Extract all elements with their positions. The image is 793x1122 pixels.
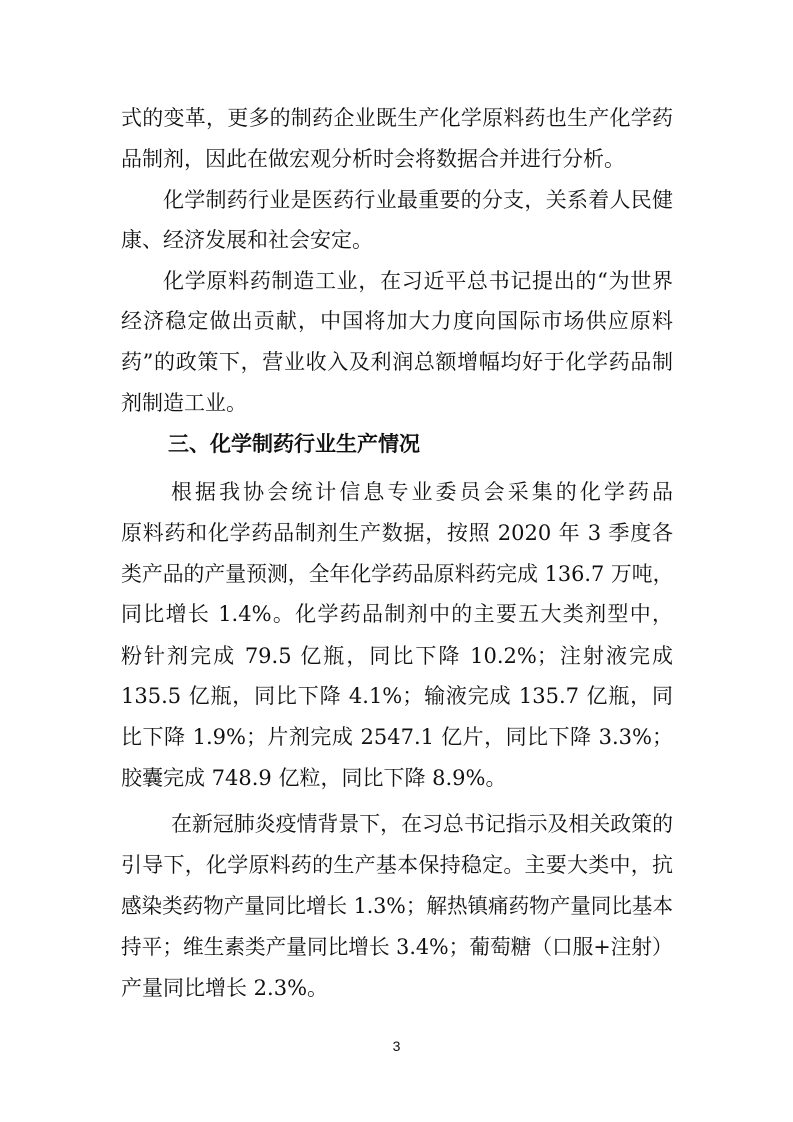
section-heading: 三、化学制药行业生产情况 (168, 432, 420, 456)
text-line-content: 剂制造工业。 (121, 391, 247, 415)
text-line-content: 感染类药物产量同比增长 1.3%；解热镇痛药物产量同比基本 (121, 894, 674, 918)
text-line-content: 原料药和化学药品制剂生产数据，按照 2020 年 3 季度各 (121, 521, 673, 545)
text-line-content: 化学制药行业是医药行业最重要的分支，关系着人民健 (163, 188, 673, 212)
text-line-content: 式的变革，更多的制药企业既生产化学原料药也生产化学药 (121, 106, 673, 130)
text-line-content: 持平；维生素类产量同比增长 3.4%；葡萄糖（口服+注射） (121, 935, 673, 959)
text-line-content: 类产品的产量预测，全年化学药品原料药完成 136.7 万吨， (121, 562, 674, 586)
text-line-content: 在新冠肺炎疫情背景下，在习总书记指示及相关政策的 (171, 812, 673, 836)
text-line-content: 胶囊完成 748.9 亿粒，同比下降 8.9%。 (121, 766, 507, 790)
page-number: 3 (392, 1038, 401, 1054)
text-line-content: 产量同比增长 2.3%。 (121, 976, 329, 1000)
text-line-content: 品制剂，因此在做宏观分析时会将数据合并进行分析。 (121, 147, 625, 171)
text-line-content: 经济稳定做出贡献，中国将加大力度向国际市场供应原料 (121, 309, 673, 333)
text-line-content: 化学原料药制造工业，在习近平总书记提出的“为世界 (163, 269, 673, 293)
text-line-content: 康、经济发展和社会安定。 (121, 228, 373, 252)
text-line-content: 药”的政策下，营业收入及利润总额增幅均好于化学药品制 (121, 350, 673, 374)
text-line-content: 根据我协会统计信息专业委员会采集的化学药品 (171, 480, 673, 504)
text-line-content: 引导下，化学原料药的生产基本保持稳定。主要大类中，抗 (121, 853, 673, 877)
text-line-content: 同比增长 1.4%。化学药品制剂中的主要五大类剂型中， (121, 602, 673, 626)
text-line-content: 比下降 1.9%；片剂完成 2547.1 亿片，同比下降 3.3%； (121, 725, 673, 749)
text-line-content: 135.5 亿瓶，同比下降 4.1%；输液完成 135.7 亿瓶，同 (121, 684, 673, 708)
text-line-content: 粉针剂完成 79.5 亿瓶，同比下降 10.2%；注射液完成 (121, 644, 673, 668)
